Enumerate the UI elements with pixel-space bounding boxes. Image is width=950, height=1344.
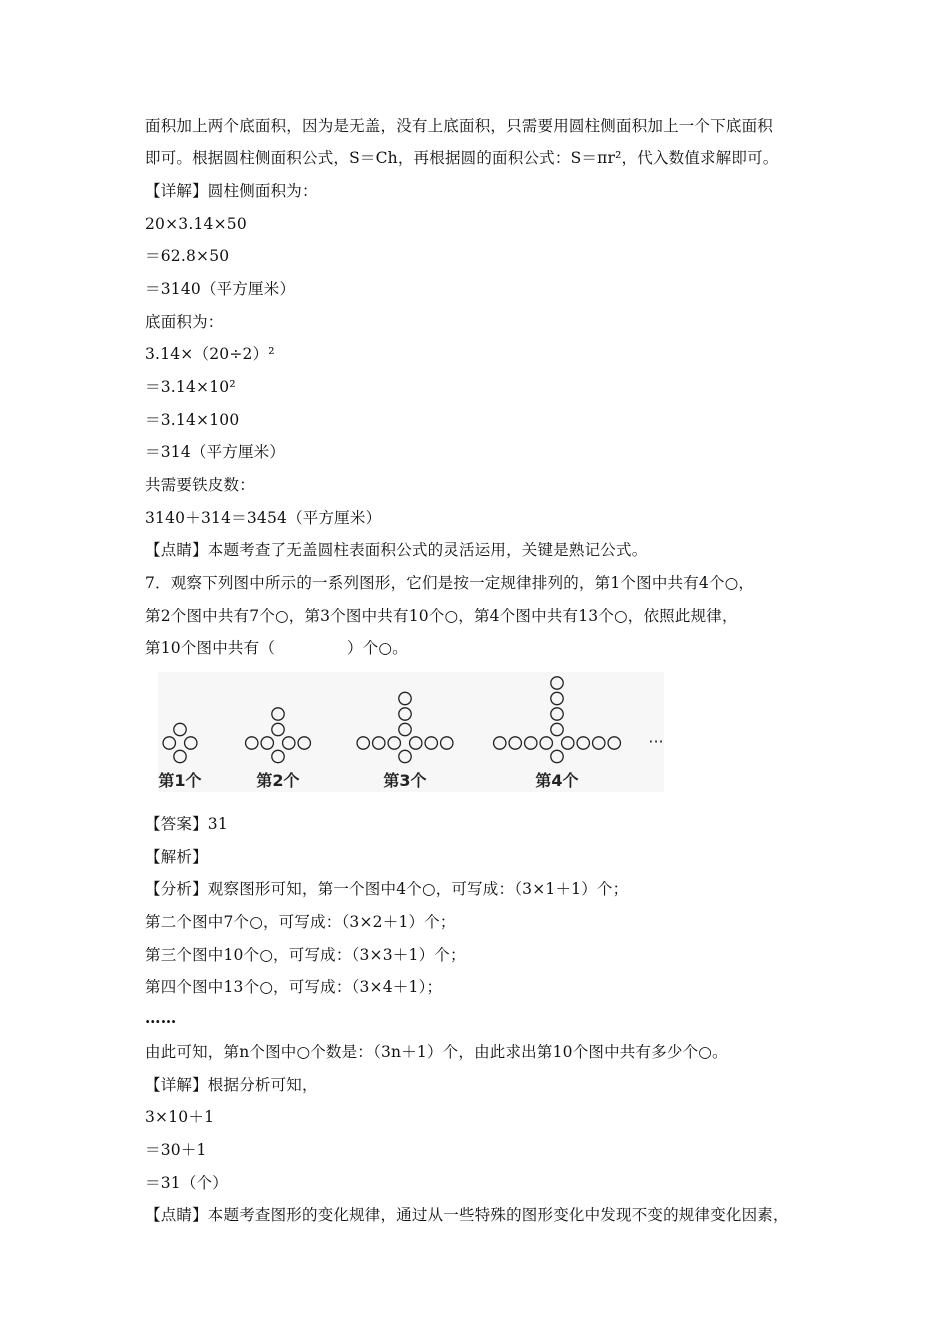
pattern-circle xyxy=(174,723,186,735)
pattern-circle xyxy=(399,692,411,704)
text-line: 即可。根据圆柱侧面积公式，S＝Ch，再根据圆的面积公式：S＝πr²，代入数值求解即可。 xyxy=(145,149,779,167)
ellipsis-line: …… xyxy=(145,1008,177,1027)
pattern-circle xyxy=(399,708,411,720)
pattern-circle xyxy=(410,737,422,749)
pattern-circle xyxy=(298,737,310,749)
pattern-circle xyxy=(562,737,574,749)
pattern-circle xyxy=(272,723,284,735)
text-line: ＝62.8×50 xyxy=(145,247,230,265)
question-7-line: 第2个图中共有7个○，第3个图中共有10个○，第4个图中共有13个○，依照此规律， xyxy=(145,607,738,625)
detail-line: 3×10＋1 xyxy=(145,1108,215,1126)
analysis-heading: 【解析】 xyxy=(145,848,208,866)
pattern-circle xyxy=(174,750,186,762)
pattern-circle xyxy=(551,708,563,720)
pattern-circle xyxy=(551,692,563,704)
text-line: 【点睛】本题考查了无盖圆柱表面积公式的灵活运用，关键是熟记公式。 xyxy=(145,541,648,559)
pattern-circle xyxy=(551,677,563,689)
text-line: 【详解】圆柱侧面积为： xyxy=(145,182,318,200)
pattern-circle xyxy=(246,737,258,749)
pattern-circle xyxy=(593,737,605,749)
text-line: 底面积为： xyxy=(145,313,224,331)
pattern-circle xyxy=(272,750,284,762)
pattern-circle xyxy=(399,723,411,735)
figure-label: 第4个 xyxy=(535,771,579,790)
analysis-line: 由此可知，第n个图中○个数是：（3n＋1）个，由此求出第10个图中共有多少个○。 xyxy=(145,1043,728,1061)
text-line: ＝3.14×10² xyxy=(145,378,236,396)
pattern-circle xyxy=(425,737,437,749)
detail-line: ＝30＋1 xyxy=(145,1141,207,1159)
detail-line: ＝31（个） xyxy=(145,1174,228,1192)
pattern-circle xyxy=(388,737,400,749)
figure-label: 第1个 xyxy=(158,771,202,790)
pattern-circle xyxy=(283,737,295,749)
pattern-circle xyxy=(261,737,273,749)
pattern-circle xyxy=(509,737,521,749)
pattern-circle xyxy=(540,737,552,749)
question-7-text: 第10个图中共有（ xyxy=(145,639,276,657)
text-line: ＝314（平方厘米） xyxy=(145,443,286,461)
pattern-circle xyxy=(185,737,197,749)
question-7-text-end: ）个○。 xyxy=(347,639,408,657)
question-7-line: 7．观察下列图中所示的一系列图形，它们是按一定规律排列的，第1个图中共有4个○， xyxy=(145,574,755,592)
analysis-line: 第三个图中10个○，可写成：（3×3＋1）个； xyxy=(145,946,466,964)
pattern-circle xyxy=(373,737,385,749)
figure-label: 第3个 xyxy=(383,771,427,790)
pattern-circle xyxy=(163,737,175,749)
question-7-line xyxy=(145,638,815,658)
text-line: 3140＋314＝3454（平方厘米） xyxy=(145,509,382,527)
circle-pattern-figure xyxy=(158,672,664,792)
text-line: 3.14×（20÷2）² xyxy=(145,345,275,363)
pattern-circle xyxy=(608,737,620,749)
pattern-circle xyxy=(272,708,284,720)
text-line: ＝3140（平方厘米） xyxy=(145,280,296,298)
pattern-circle xyxy=(441,737,453,749)
detail-line: 【详解】根据分析可知， xyxy=(145,1076,318,1094)
pattern-circle xyxy=(551,750,563,762)
pattern-circle xyxy=(525,737,537,749)
pattern-circle xyxy=(357,737,369,749)
pattern-circle xyxy=(551,723,563,735)
analysis-line: 第四个图中13个○，可写成：（3×4＋1）； xyxy=(145,978,443,996)
text-line: 共需要铁皮数： xyxy=(145,476,255,494)
figure-ellipsis: ··· xyxy=(648,732,664,751)
pattern-circle xyxy=(399,750,411,762)
text-line: ＝3.14×100 xyxy=(145,411,240,429)
analysis-line: 第二个图中7个○，可写成：（3×2＋1）个； xyxy=(145,913,456,931)
pattern-circle xyxy=(494,737,506,749)
text-line: 面积加上两个底面积，因为是无盖，没有上底面积，只需要用圆柱侧面积加上一个下底面积 xyxy=(145,117,774,135)
text-line: 20×3.14×50 xyxy=(145,215,247,233)
answer-line: 【答案】31 xyxy=(145,815,228,833)
analysis-line: 【分析】观察图形可知，第一个图中4个○，可写成：（3×1＋1）个； xyxy=(145,880,629,898)
pattern-circle xyxy=(577,737,589,749)
comment-line: 【点睛】本题考查图形的变化规律，通过从一些特殊的图形变化中发现不变的规律变化因素， xyxy=(145,1206,789,1224)
figure-label: 第2个 xyxy=(256,771,300,790)
circle-pattern-svg xyxy=(158,672,664,792)
